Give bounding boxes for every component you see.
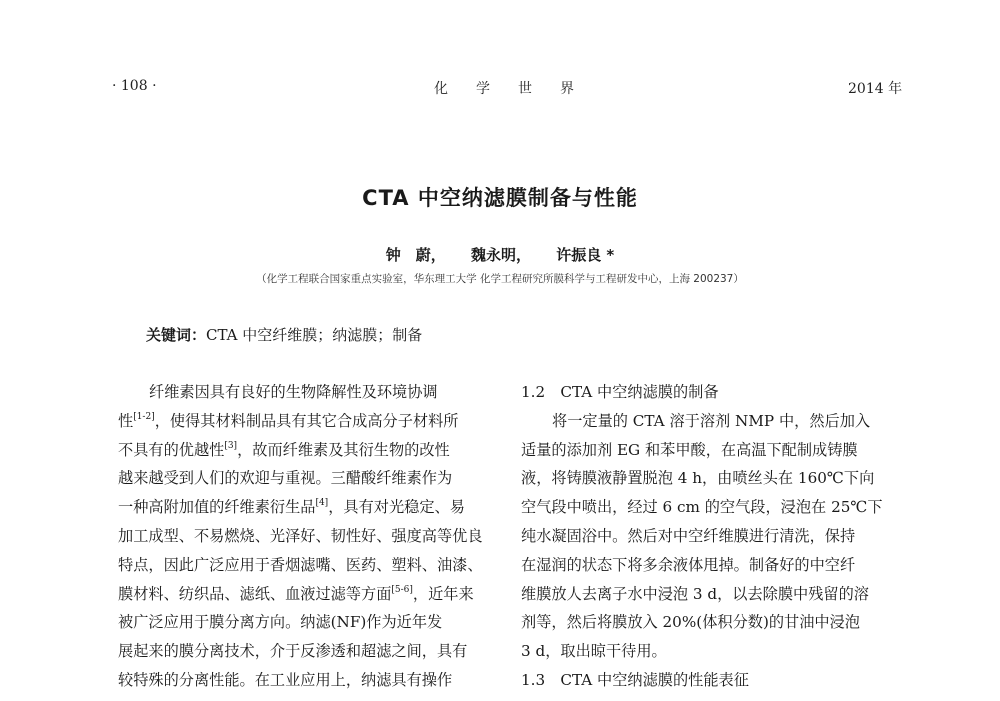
body-line: 液，将铸膜液静置脱泡 4 h，由喷丝头在 160℃下向	[521, 469, 875, 488]
citation: [1-2]	[133, 411, 155, 422]
body-line: 加工成型、不易燃烧、光泽好、韧性好、强度高等优良	[118, 526, 483, 545]
article-title: CTA 中空纳滤膜制备与性能	[362, 186, 638, 210]
right-column	[521, 378, 906, 695]
body-line: 剂等，然后将膜放入 20%(体积分数)的甘油中浸泡	[521, 613, 860, 632]
author: 许振良 *	[556, 246, 615, 264]
body-line: 适量的添加剂 EG 和苯甲酸，在高温下配制成铸膜	[521, 440, 858, 459]
author-list	[0, 244, 1000, 265]
body-line: 纤维素因具有良好的生物降解性及环境协调	[149, 383, 438, 401]
body-line: 膜材料、纺织品、滤纸、血液过滤等方面[5-6]，近年来	[118, 584, 474, 603]
body-line: 较特殊的分离性能。在工业应用上，纳滤具有操作	[118, 670, 453, 689]
page-number: · 108 ·	[112, 78, 157, 94]
body-line: 在湿润的状态下将多余液体甩掉。制备好的中空纤	[521, 555, 856, 574]
section-heading: 1.2 CTA 中空纳滤膜的制备	[521, 383, 719, 401]
author: 钟 蔚，	[385, 246, 446, 264]
keywords-label: 关键词：	[146, 326, 207, 344]
section-heading: 1.3 CTA 中空纳滤膜的性能表征	[521, 670, 749, 689]
body-line: 被广泛应用于膜分离方向。纳滤(NF)作为近年发	[118, 613, 443, 632]
body-line: 维膜放人去离子水中浸泡 3 d，以去除膜中残留的溶	[521, 584, 869, 603]
body-line: 空气段中喷出，经过 6 cm 的空气段，浸泡在 25℃下	[521, 498, 883, 517]
keywords	[146, 324, 422, 345]
keywords-text: CTA 中空纤维膜；纳滤膜；制备	[206, 326, 423, 344]
body-line: 不具有的优越性[3]，故而纤维素及其衍生物的改性	[118, 440, 450, 459]
body-line: 一种高附加值的纤维素衍生品[4]，具有对光稳定、易	[118, 498, 465, 517]
year: 2014 年	[848, 81, 903, 97]
body-line: 特点，因此广泛应用于香烟滤嘴、医药、塑料、油漆、	[118, 555, 483, 574]
body-line: 越来越受到人们的欢迎与重视。三醋酸纤维素作为	[118, 469, 453, 488]
body-line: 性[1-2]，使得其材料制品具有其它合成高分子材料所	[118, 411, 459, 430]
body-line: 展起来的膜分离技术，介于反渗透和超滤之间，具有	[118, 642, 468, 661]
citation: [4]	[315, 498, 329, 509]
left-column	[118, 378, 493, 695]
author: 魏永明，	[470, 246, 531, 264]
citation: [5-6]	[391, 584, 413, 595]
body-line: 将一定量的 CTA 溶于溶剂 NMP 中，然后加入	[552, 411, 871, 430]
affiliation: （化学工程联合国家重点实验室，华东理工大学 化学工程研究所膜科学与工程研发中心，上海 200237）	[256, 273, 744, 285]
body-line: 3 d，取出晾干待用。	[521, 642, 667, 661]
body-line: 纯水凝固浴中。然后对中空纤维膜进行清洗，保持	[521, 526, 856, 545]
citation: [3]	[224, 440, 238, 451]
journal-name: 化 学 世 界	[434, 81, 574, 97]
